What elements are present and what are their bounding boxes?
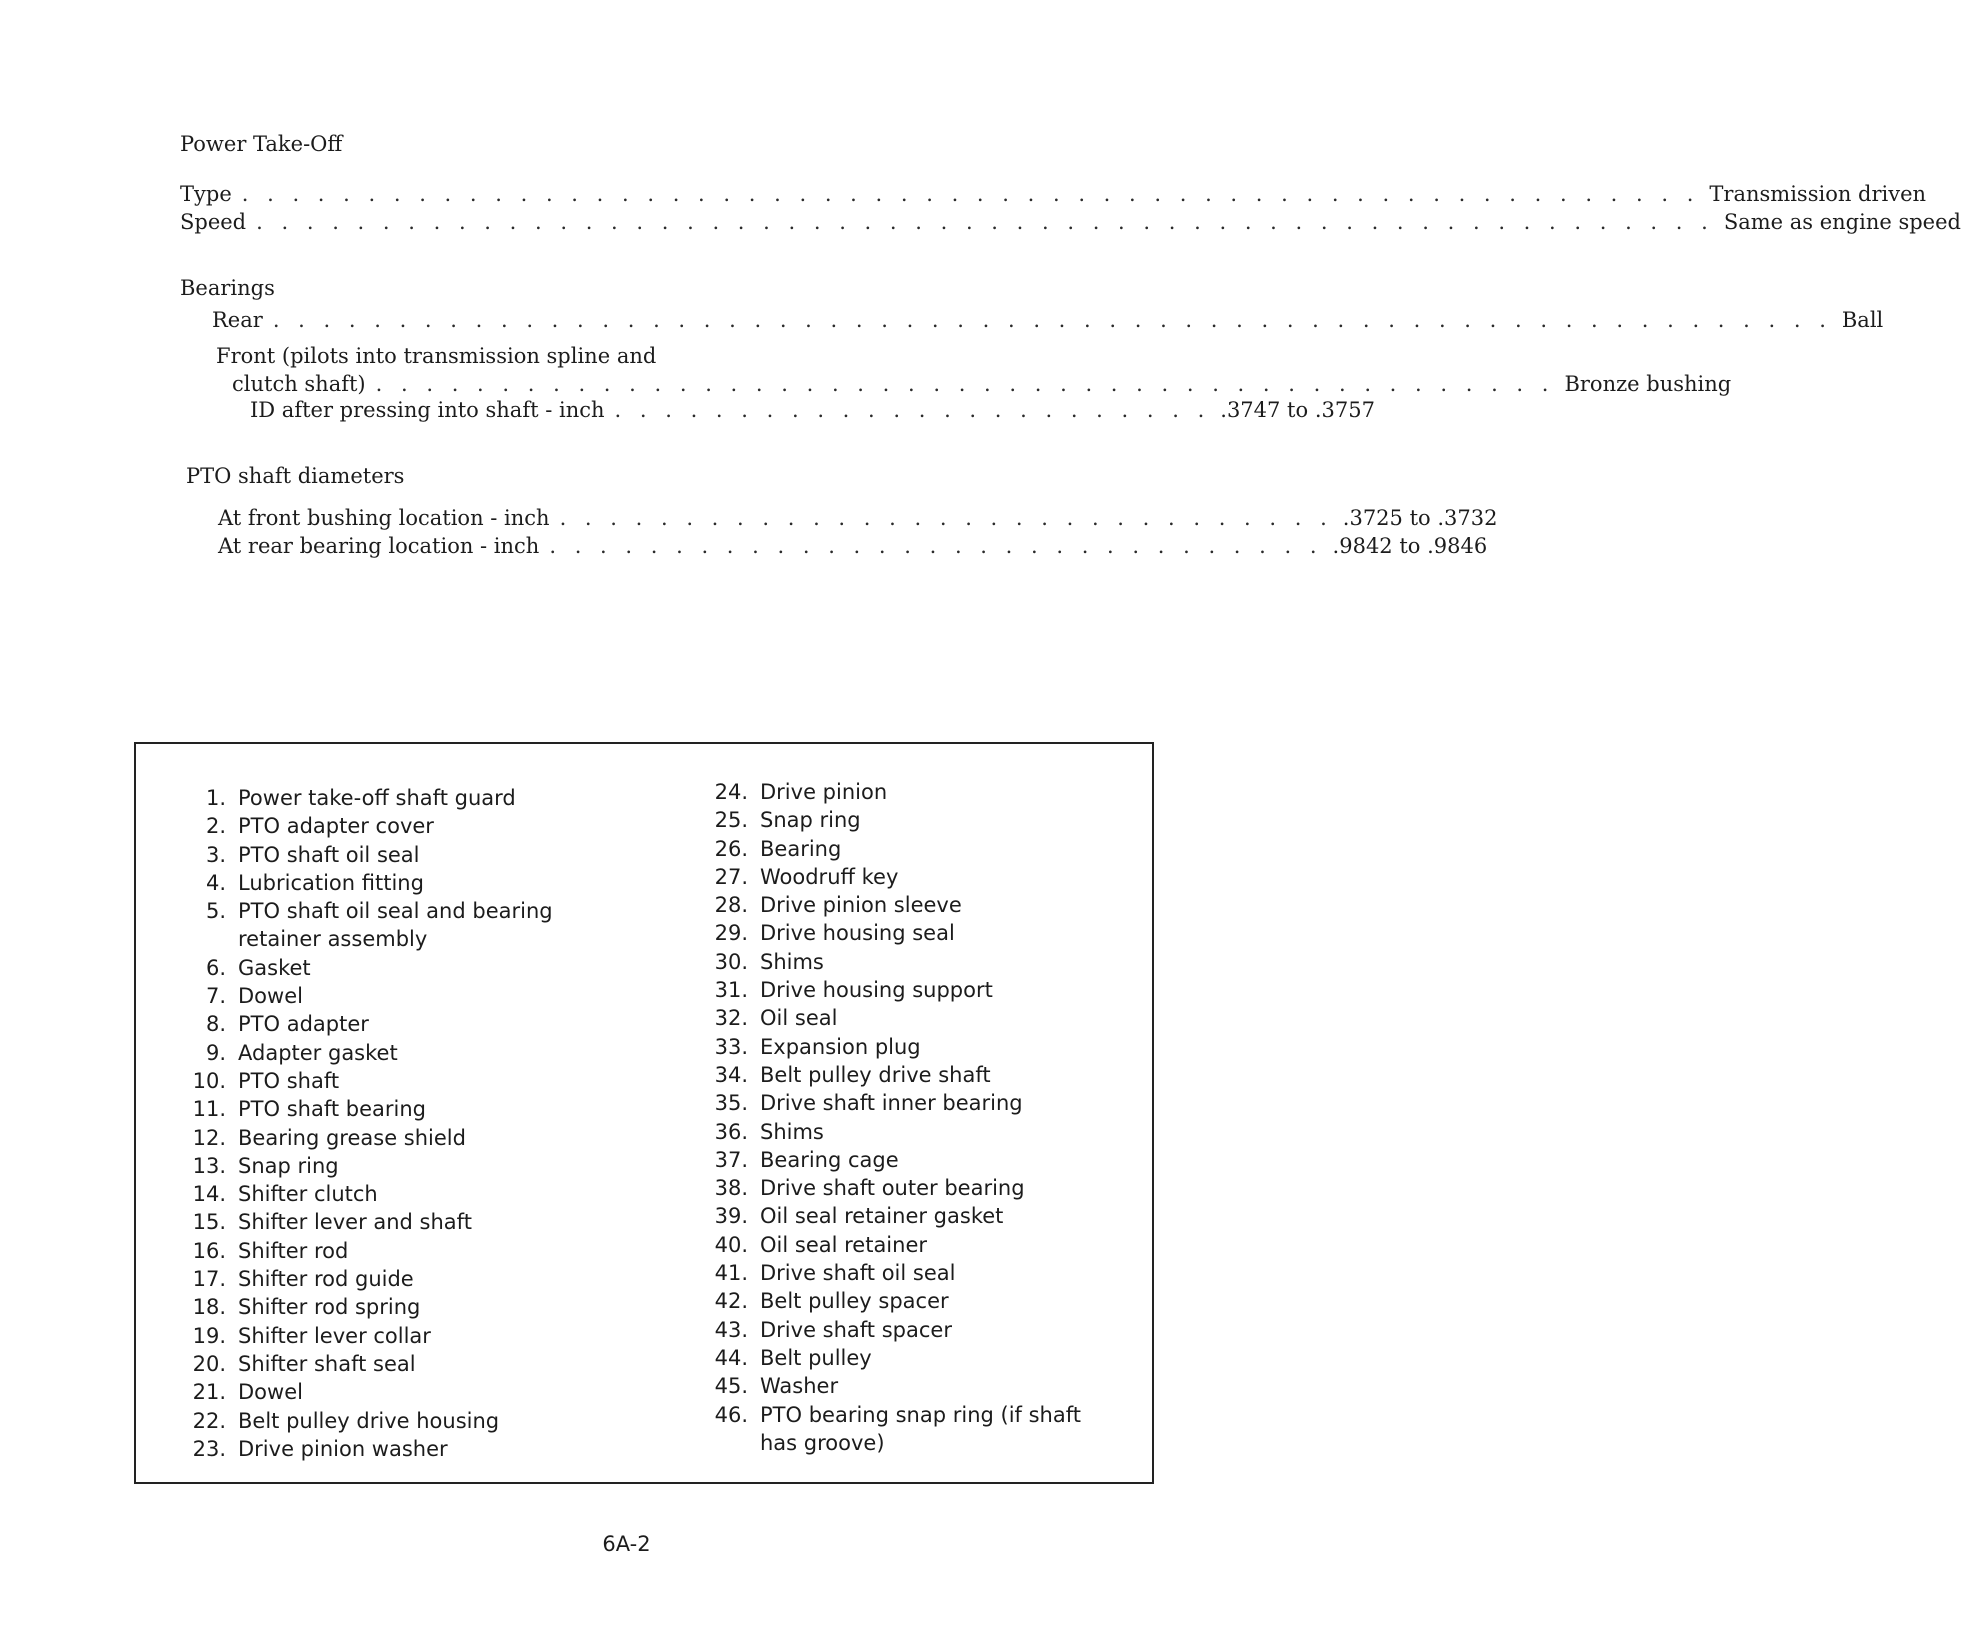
list-item-number: 28. — [714, 893, 748, 918]
spec-value-type: Transmission driven — [1709, 182, 1927, 206]
list-item-number: 39. — [714, 1204, 748, 1229]
list-item-text: Power take-off shaft guard — [238, 786, 516, 810]
list-item — [702, 1202, 1081, 1230]
list-item — [702, 976, 1081, 1004]
list-item-text: Belt pulley drive shaft — [760, 1062, 991, 1087]
spec-value-speed: Same as engine speed — [1723, 210, 1961, 234]
list-item — [702, 1089, 1081, 1117]
list-item-number: 6. — [205, 955, 226, 980]
list-item-number: 13. — [192, 1153, 226, 1178]
list-item — [702, 835, 1081, 863]
list-item-number: 38. — [714, 1176, 748, 1201]
list-item-text: PTO shaft bearing — [238, 1097, 426, 1122]
parts-legend-box — [134, 742, 1154, 1484]
list-item-text: retainer assembly — [238, 927, 428, 952]
spec-row-id — [250, 396, 1375, 424]
list-item-text: Bearing grease shield — [238, 1125, 466, 1150]
list-item-number: 15. — [192, 1210, 226, 1235]
spec-label-speed: Speed — [180, 210, 247, 234]
list-item-number: 34. — [714, 1062, 748, 1087]
list-item-number: 7. — [205, 984, 226, 1009]
spec-label-type: Type — [180, 182, 232, 206]
list-item-number: 46. — [714, 1402, 748, 1427]
list-item-number: 33. — [714, 1034, 748, 1059]
list-item-number: 37. — [714, 1147, 748, 1172]
list-item — [180, 1067, 553, 1095]
list-item-text: Oil seal — [760, 1006, 838, 1031]
list-item-number: 23. — [192, 1436, 226, 1461]
list-item-number: 3. — [205, 842, 226, 867]
list-item — [180, 954, 553, 982]
list-item — [180, 1435, 553, 1463]
list-item — [180, 1152, 553, 1180]
dot-leader: . . . . . . . . . . . . . . . . . . . . . . . . . . . . . . . — [559, 506, 1333, 530]
list-item-text: Bearing cage — [760, 1147, 899, 1172]
list-item — [180, 784, 553, 812]
list-item — [180, 841, 553, 869]
list-item-text: Dowel — [238, 1380, 303, 1405]
dot-leader: . . . . . . . . . . . . . . . . . . . . . . . . . . . . . . . . . . . . . . . . . . . . . . . . . . . . . . . . . . — [241, 182, 1700, 206]
list-item-number: 5. — [205, 899, 226, 924]
list-item-number: 29. — [714, 921, 748, 946]
list-item-text: Drive shaft outer bearing — [760, 1176, 1025, 1201]
list-item — [180, 1208, 553, 1236]
list-item-text: Snap ring — [760, 808, 861, 833]
list-item-text: Shifter lever and shaft — [238, 1210, 472, 1235]
list-item — [180, 1407, 553, 1435]
list-item-number: 25. — [714, 808, 748, 833]
list-item — [180, 1039, 553, 1067]
spec-label-front-line1: Front (pilots into transmission spline and — [216, 344, 657, 368]
spec-value-front-bushing: .3725 to .3732 — [1342, 506, 1498, 530]
spec-label-rear: Rear — [212, 308, 263, 332]
list-item — [702, 948, 1081, 976]
section-title-bearings: Bearings — [180, 276, 275, 300]
list-item — [702, 778, 1081, 806]
list-item-text: Drive housing support — [760, 978, 993, 1003]
list-item-text: Drive pinion washer — [238, 1436, 448, 1461]
list-item-text: Drive pinion sleeve — [760, 893, 962, 918]
spec-value-id: .3747 to .3757 — [1220, 398, 1375, 422]
list-item-text: PTO shaft oil seal and bearing — [238, 899, 553, 924]
spec-value-front: Bronze bushing — [1564, 372, 1732, 396]
dot-leader: . . . . . . . . . . . . . . . . . . . . . . . . . . . . . . . . . . . . . . . . . . . . . . . . . . . . . . . . . . . . . . — [272, 308, 1832, 332]
list-item-text: Snap ring — [238, 1153, 339, 1178]
list-item-text: Expansion plug — [760, 1034, 921, 1059]
list-item-text: Gasket — [238, 955, 311, 980]
list-item-number: 11. — [192, 1097, 226, 1122]
list-item-text: Shims — [760, 1119, 824, 1144]
list-item-number: 31. — [714, 978, 748, 1003]
list-item — [702, 863, 1081, 891]
spec-value-rear: Ball — [1841, 308, 1884, 332]
list-item — [702, 1344, 1081, 1372]
list-item-text: PTO shaft oil seal — [238, 842, 420, 867]
list-item-number: 9. — [205, 1040, 226, 1065]
list-item — [702, 1118, 1081, 1146]
list-item — [180, 897, 553, 925]
list-item — [180, 1293, 553, 1321]
list-item — [180, 1378, 553, 1406]
spec-row-front — [232, 364, 1732, 398]
list-item — [702, 1174, 1081, 1202]
list-item-text: Shifter rod guide — [238, 1267, 414, 1292]
parts-list-left — [180, 784, 553, 1463]
list-item-number: 1. — [205, 786, 226, 810]
list-item-text: Oil seal retainer gasket — [760, 1204, 1004, 1229]
list-item-number: 42. — [714, 1289, 748, 1314]
list-item-text: Oil seal retainer — [760, 1232, 928, 1257]
spec-row-type — [180, 180, 1927, 208]
list-item-number: 35. — [714, 1091, 748, 1116]
list-item-text: Washer — [760, 1374, 839, 1399]
list-item-text: Adapter gasket — [238, 1040, 398, 1065]
spec-label-rear-bearing: At rear bearing location - inch — [218, 534, 540, 558]
spec-value-rear-bearing: .9842 to .9846 — [1332, 534, 1488, 558]
list-item — [180, 1124, 553, 1152]
list-item-number: 41. — [714, 1261, 748, 1286]
list-item-number: 24. — [714, 780, 748, 804]
list-item-text: Shifter shaft seal — [238, 1351, 416, 1376]
section-title-shaft: PTO shaft diameters — [186, 464, 405, 488]
list-item — [180, 1237, 553, 1265]
list-item-text: PTO adapter — [238, 1012, 369, 1037]
dot-leader: . . . . . . . . . . . . . . . . . . . . . . . . — [614, 398, 1211, 422]
list-item-text: Shifter clutch — [238, 1182, 378, 1207]
list-item — [180, 1095, 553, 1123]
list-item-number: 2. — [205, 814, 226, 839]
list-item — [180, 1010, 553, 1038]
list-item — [180, 1350, 553, 1378]
list-item — [702, 1259, 1081, 1287]
list-item — [702, 1401, 1081, 1429]
list-item — [702, 1004, 1081, 1032]
list-item — [180, 812, 553, 840]
list-item-number: 8. — [205, 1012, 226, 1037]
list-item — [180, 869, 553, 897]
list-item — [702, 919, 1081, 947]
list-item — [702, 1287, 1081, 1315]
list-item-number: 36. — [714, 1119, 748, 1144]
list-item-text: Shifter rod — [238, 1238, 349, 1263]
list-item-text: Shims — [760, 949, 824, 974]
list-item — [180, 1180, 553, 1208]
list-item-number: 22. — [192, 1408, 226, 1433]
list-item — [702, 1061, 1081, 1089]
list-item — [702, 1372, 1081, 1400]
spec-row-speed — [180, 208, 1961, 236]
list-item-text: PTO shaft — [238, 1068, 340, 1093]
dot-leader: . . . . . . . . . . . . . . . . . . . . . . . . . . . . . . . . . . . . . . . . . . . . . . . . . . . . . . . . . . — [256, 210, 1714, 234]
list-item — [702, 806, 1081, 834]
list-item-text: Shifter lever collar — [238, 1323, 431, 1348]
list-item-number: 30. — [714, 949, 748, 974]
page-number: 6A-2 — [602, 1532, 651, 1556]
list-item-number: 19. — [192, 1323, 226, 1348]
list-item-text: Belt pulley spacer — [760, 1289, 949, 1314]
list-item-number: 18. — [192, 1295, 226, 1320]
spec-label-id: ID after pressing into shaft - inch — [250, 398, 605, 422]
list-item-text: Drive shaft oil seal — [760, 1261, 956, 1286]
list-item-text: Drive shaft inner bearing — [760, 1091, 1023, 1116]
list-item-text: Belt pulley drive housing — [238, 1408, 500, 1433]
list-item-number: 21. — [192, 1380, 226, 1405]
parts-list-right — [702, 778, 1081, 1457]
list-item-text: Woodruff key — [760, 864, 899, 889]
section-title-pto: Power Take-Off — [180, 132, 343, 156]
spec-row-rear-bearing — [218, 532, 1488, 560]
list-item-number: 17. — [192, 1267, 226, 1292]
list-item-number: 40. — [714, 1232, 748, 1257]
list-item-number: 32. — [714, 1006, 748, 1031]
list-item-number: 16. — [192, 1238, 226, 1263]
dot-leader: . . . . . . . . . . . . . . . . . . . . . . . . . . . . . . . — [549, 534, 1323, 558]
list-item-number: 43. — [714, 1317, 748, 1342]
list-item-text: Lubrication fitting — [238, 870, 424, 895]
spec-row-front-bushing — [218, 504, 1498, 532]
list-item — [702, 891, 1081, 919]
dot-leader: . . . . . . . . . . . . . . . . . . . . . . . . . . . . . . . . . . . . . . . . . . . . . . . — [375, 372, 1555, 396]
list-item — [702, 1316, 1081, 1344]
list-item-text: PTO adapter cover — [238, 814, 434, 839]
list-item-text: Drive pinion — [760, 780, 888, 804]
list-item-number: 44. — [714, 1345, 748, 1370]
list-item-text: Drive housing seal — [760, 921, 955, 946]
list-item — [180, 925, 553, 953]
list-item — [180, 982, 553, 1010]
list-item-text: Shifter rod spring — [238, 1295, 421, 1320]
list-item-text: PTO bearing snap ring (if shaft — [760, 1402, 1081, 1427]
list-item-number: 27. — [714, 864, 748, 889]
list-item-text: Belt pulley — [760, 1345, 872, 1370]
list-item-text: Dowel — [238, 984, 303, 1009]
list-item — [702, 1231, 1081, 1259]
list-item — [702, 1033, 1081, 1061]
list-item-number: 45. — [714, 1374, 748, 1399]
list-item-number: 26. — [714, 836, 748, 861]
spec-label-front-bushing: At front bushing location - inch — [218, 506, 550, 530]
list-item-text: Bearing — [760, 836, 842, 861]
list-item-number: 4. — [205, 870, 226, 895]
list-item — [702, 1146, 1081, 1174]
list-item-number: 14. — [192, 1182, 226, 1207]
list-item-number: 10. — [192, 1068, 226, 1093]
list-item-text: has groove) — [760, 1430, 885, 1455]
list-item-text: Drive shaft spacer — [760, 1317, 952, 1342]
spec-label-front-line2: clutch shaft) — [232, 372, 366, 396]
list-item — [180, 1265, 553, 1293]
list-item-number: 12. — [192, 1125, 226, 1150]
list-item-number: 20. — [192, 1351, 226, 1376]
list-item — [702, 1429, 1081, 1457]
list-item — [180, 1322, 553, 1350]
spec-row-rear — [212, 306, 1884, 334]
